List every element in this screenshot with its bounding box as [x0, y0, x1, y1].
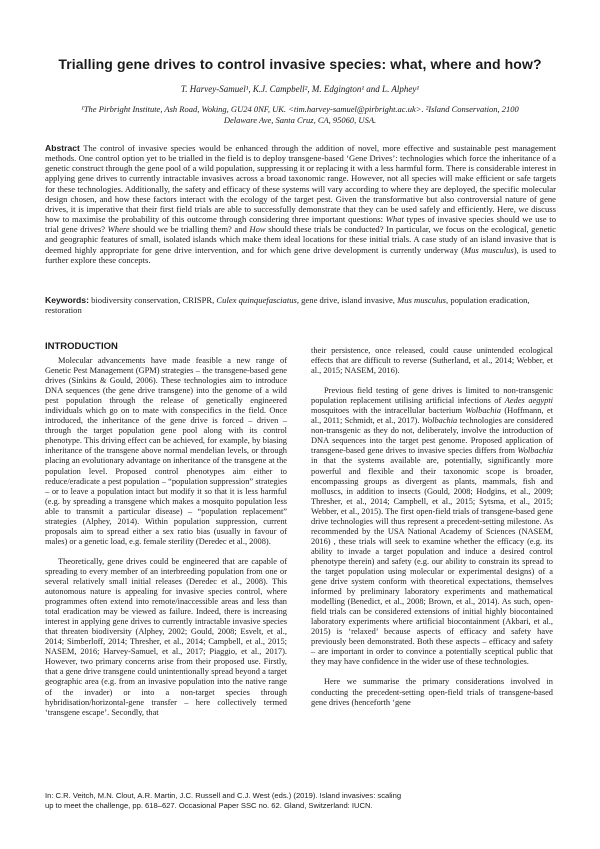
intro-paragraph-2: Theoretically, gene drives could be engineered that are capable of spreading to every member of an interbreeding population from one or several relatively small initial releases (Deredec et al., 2008). This autonomous nature is appealing for invasive species control, where programmes often extend into remote/inaccessible areas and less than total eradication may be viewed as failure. Indeed, there is increasing interest in applying gene drives to currently intractable invasive species that threaten biodiversity (Alphey, 2002; Gould, 2008; Esvelt, et al., 2014; Simberloff, 2014; Thresher, et al., 2014; Campbell, et al., 2015; NASEM, 2016; Harvey-Samuel, et al., 2017; Piaggio, et al., 2017). However, two primary concerns arise from their proposed use. Firstly, that a gene drive transgene could unintentionally spread beyond a target geographic area (e.g. from an invasive population into the native range of the invader) or into a non-target species through hybridisation/horizontal-gene transfer – here collectively termed ‘transgene escape’. Secondly, that [45, 556, 287, 717]
abstract-text-3: should we be trialling them? and [129, 224, 250, 235]
keywords-text-3: , population eradication, restoration [45, 295, 530, 316]
intro-paragraph-3: their persistence, once released, could cause unintended ecological effects that are difficult to reverse (Sutherland, et al., 2014; Webber, et al., 2015; NASEM, 2016). [311, 346, 553, 376]
abstract-text-1: The control of invasive species would be enhanced through the addition of novel, more effective and sustainable pest management methods. One control option yet to be trialled in the field is to deploy transgene-based ‘Gene Drives’: technologies which force the inheritance of a genetic construct through the gene pool of a wild population, suppressing it or replacing it with a less harmful form. There is considerable interest in applying gene drives to currently intractable invasives across a broad taxonomic range. However, not all species will make efficient or safe targets for these technologies. Additionally, the safety and efficacy of these systems will vary according to where they are deployed, the specific molecular design chosen, and how these factors interact with the ecology of the target pest. Given the transformative but also controversial nature of gene drives, it is imperative that their first field trials are able to successfully demonstrate that they can be used safely and efficiently. Here, we discuss how to maximise the probability of this outcome through considering three important questions: [45, 143, 556, 225]
footnote-line-2: up to meet the challenge, pp. 618–627. Occasional Paper SSC no. 62. Gland, Switzerland: IUCN. [45, 801, 373, 810]
keywords-text-2: , gene drive, island invasive, [296, 295, 398, 305]
right-column [311, 346, 553, 718]
abstract-label: Abstract [45, 143, 80, 153]
abstract-where: Where [107, 224, 130, 235]
author-list: T. Harvey-Samuel¹, K.J. Campbell², M. Edgington¹ and L. Alphey¹ [180, 84, 420, 94]
para4-wolbachia-2: Wolbachia [421, 416, 458, 426]
section-heading: INTRODUCTION [45, 341, 118, 352]
para4-text-3: (Hoffmann, et al., 2011; Schmidt, et al., 2017). [311, 406, 553, 426]
para4-text-1: Previous field testing of gene drives is limited to non-transgenic population replacement utilising artificial infections of [311, 386, 553, 406]
affiliation: ¹The Pirbright Institute, Ash Road, Woking, GU24 0NF, UK. <tim.harvey-samuel@pirbright.ac.uk>. ²Island Conservation, 2100 Delaware Ave, Santa Cruz, CA, 95060, USA. [81, 104, 519, 125]
keyword-culex: Culex quinquefasciatus [216, 295, 297, 305]
para4-aedes: Aedes aegypti [504, 396, 553, 406]
para4-text-4: technologies are considered non-transgenic as they do not, deliberately, involve the introduction of DNA sequences into the target pest genome. Proposed application of transgene-based gene drives to invasive species differs from [311, 416, 553, 456]
para4-wolbachia-3: Wolbachia [517, 446, 553, 456]
left-column [45, 356, 287, 728]
abstract-text-4: should these trials be conducted? In particular, we focus on the ecological, genetic and geographic features of small, isolated islands which make them ideal locations for these initial trials. A case study of an island invasive that is deemed highly appropriate for gene drive intervention, and for which gene drive development is currently underway ( [45, 224, 556, 255]
intro-paragraph-1: Molecular advancements have made feasible a new range of Genetic Pest Management (GPM) strategies – the transgene-based gene drives (Sinkins & Gould, 2006). These technologies aim to introduce DNA sequences (the gene drive transgene) into the genome of a wild pest population through the release of genetically engineered individuals which go on to mate with conspecifics in the field. Once introduced, the inheritance of the gene drive is forced – driven – through the target population gene pool along with its control phenotype. This driving effect can be achieved, for example, by biasing inheritance of the transgene above normal mendelian levels, or through placing an evolutionary advantage on inheritance of the transgene at the population level. Proposed control phenotypes aim either to reduce/eradicate a pest population – “population suppression” strategies – or to leave a population intact but modify it so that it is less harmful (e.g. by spreading a transgene which makes a mosquito population less able to transmit a particular disease) – “population replacement” strategies (Alphey, 2014). Within population suppression, current proposals aim to spread either a sex ratio bias (usually in favour of males) or a genetic load, e.g. female sterility (Deredec et al., 2008). [45, 356, 287, 546]
abstract-text-5: ), is used to further explore these concepts. [45, 244, 556, 265]
keywords [45, 295, 556, 316]
abstract-species: Mus musculus [463, 244, 514, 255]
intro-paragraph-4 [311, 386, 553, 667]
intro-paragraph-5: Here we summarise the primary considerations involved in conducting the precedent-setting open-field trials of transgene-based gene drives (henceforth ‘gene [311, 677, 553, 707]
abstract-text-2: types of invasive species should we use to trial gene drives? [45, 214, 556, 235]
abstract [45, 143, 556, 265]
citation-footnote [45, 791, 556, 811]
paper-title: Trialling gene drives to control invasive species: what, where and how? [58, 56, 542, 72]
abstract-how: How [249, 224, 266, 235]
para4-text-2: mosquitoes with the intracellular bacterium [311, 406, 466, 416]
keywords-label: Keywords: [45, 295, 89, 305]
para4-wolbachia-1: Wolbachia [465, 406, 501, 416]
para4-text-5: in that the systems available are, potentially, significantly more powerful and flexible and their taxonomic scope is broader, encompassing groups as divergent as plants, mammals, fish and molluscs, in addition to insects (Gould, 2008; Hodgins, et al., 2009; Thresher, et al., 2014; Campbell, et al., 2015; Sytsma, et al., 2015; Webber, et al., 2015). The first open-field trials of transgene-based gene drive technologies will thus represent a precedent-setting milestone. As recommended by the USA National Academy of Sciences (NASEM, 2016) , these trials will seek to examine whether the efficacy (e.g. its ability to invade a target population and induce a desired control phenotype therein) and safety (e.g. our ability to constrain its spread to the target population using molecular or experimental designs) of a gene drive system conform with theoretical expectations, themselves informed by preliminary laboratory experiments and mathematical modelling (Benedict, et al., 2008; Brown, et al., 2014). As such, open-field trials can be considered extensions of initial highly biocontained laboratory experiments where artificial biocontainment (Akbari, et al., 2015) is ‘relaxed’ because aspects of efficacy and safety have previously been demonstrated. Both these aspects – efficacy and safety – are important in order to convince a potentially sceptical public that they may have confidence in the wider use of these technologies. [311, 456, 553, 667]
abstract-what: What [385, 214, 404, 225]
footnote-line-1: In: C.R. Veitch, M.N. Clout, A.R. Martin, J.C. Russell and C.J. West (eds.) (2019). Island invasives: scaling [45, 791, 402, 800]
keywords-text-1: biodiversity conservation, CRISPR, [88, 295, 217, 305]
keyword-mus: Mus musculus [397, 295, 447, 305]
